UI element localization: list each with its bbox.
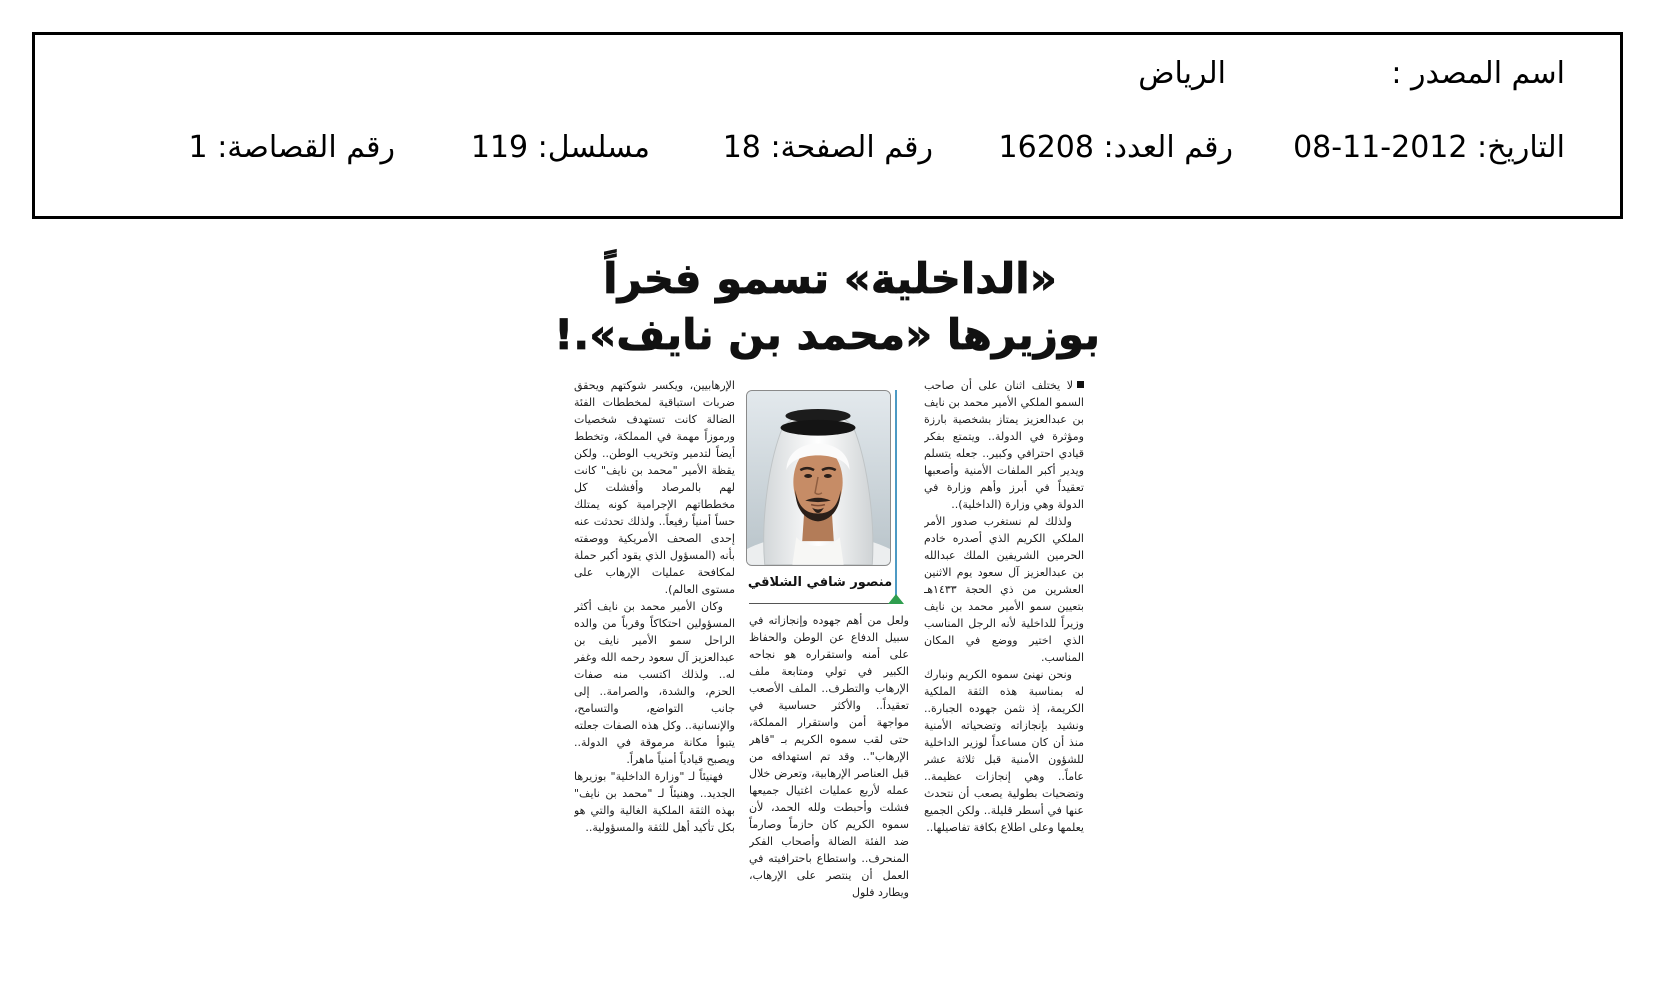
author-name: منصور شافي الشلاقي <box>747 575 893 590</box>
serial-value: 119 <box>470 130 529 165</box>
issue-value: 16208 <box>998 130 1094 165</box>
paragraph-text: لا يختلف اثنان على أن صاحب السمو الملكي الأمير محمد بن نايف بن عبدالعزيز يمتاز بشخصية بارزة ومؤثرة في الدولة.. ويتمتع بفكر قيادي احترافي وكبير.. جعله يتسلم ويدير أكبر الملفات الأمنية وأصعبها تعقيداً في أبرز وأهم وزارة في الدولة وهي وزارة (الداخلية).. <box>924 379 1084 511</box>
article-column-middle <box>749 612 909 977</box>
page-field <box>723 128 933 168</box>
serial-label: مسلسل: <box>537 130 650 165</box>
page-value: 18 <box>722 130 761 165</box>
square-bullet-icon <box>1077 381 1084 388</box>
triangle-marker-icon <box>888 594 904 604</box>
paragraph <box>924 377 1084 513</box>
date-field <box>1293 128 1565 168</box>
paragraph: الإرهابيين، ويكسر شوكتهم ويحقق ضربات استباقية لمخططات الفئة الضالة كانت تستهدف شخصيات ورموزاً مهمة في المملكة، وتخطط أيضاً لتدمير وتخريب الوطن.. ولكن يقظة الأمير "محمد بن نايف" كانت لهم بالمرصاد وأفشلت كل مخططاتهم الإجرامية كونه يمتلك حساً أمنياً رفيعاً.. ولذلك تحدثت عنه إحدى الصحف الأمريكية ووصفته بأنه (المسؤول الذي يقود أكبر حملة لمكافحة عمليات الإرهاب على مستوى العالم). <box>574 379 735 596</box>
paragraph: وكان الأمير محمد بن نايف أكثر المسؤولين احتكاكاً وقرباً من والده الراحل سمو الأمير نايف بن عبدالعزيز آل سعود رحمه الله وغفر له.. ولذلك اكتسب منه صفات الحزم، والشدة، والصرامة.. إلى جانب التواضع، والتسامح، والإنسانية.. وكل هذه الصفات جعلته يتبوأ مكانة مرموقة في الدولة.. ويصبح قيادياً أمنياً ماهراً. <box>574 600 735 766</box>
author-portrait-icon <box>747 391 890 565</box>
date-value: 2012-11-08 <box>1293 130 1468 165</box>
article-column-left <box>574 377 735 977</box>
serial-field <box>471 128 650 168</box>
headline-line-1: «الداخلية» تسمو فخراً <box>603 254 1057 303</box>
clip-label: رقم القصاصة: <box>217 130 395 165</box>
eye-left <box>824 474 832 478</box>
paragraph: ولعل من أهم جهوده وإنجازاته في سبيل الدفاع عن الوطن والحفاظ على أمنه واستقراره هو نجاحه الكبير في تولي ومتابعة ملف الإرهاب والتطرف.. الملف الأصعب تعقيداً.. والأكثر حساسية في مواجهة أمن واستقرار المملكة، حتى لقب سموه الكريم بـ "قاهر الإرهاب".. وقد تم استهدافه من قبل العناصر الإرهابية، وتعرض خلال عمله لأربع عمليات اغتيال جميعها فشلت وأحبطت ولله الحمد، لأن سموه الكريم كان حازماً وصارماً ضد الفئة الضالة وأصحاب الفكر المنحرف.. واستطاع باحترافيته في العمل أن ينتصر على الإرهاب، ويطارد فلول <box>749 614 909 899</box>
author-photo <box>746 390 891 566</box>
clip-field <box>189 128 395 168</box>
date-label: التاريخ: <box>1477 130 1565 165</box>
paragraph: فهنيئاً لـ "وزارة الداخلية" بوزيرها الجديد.. وهنيئاً لـ "محمد بن نايف" بهذه الثقة الملكية الغالية والتي هو بكل تأكيد أهل للثقة والمسؤولية.. <box>574 770 735 834</box>
headline-line-2: بوزيرها «محمد بن نايف».! <box>554 310 1100 359</box>
accent-vertical-line <box>895 390 897 596</box>
source-info-box <box>32 32 1623 219</box>
paragraph: ونحن نهنئ سموه الكريم ونبارك له بمناسبة هذه الثقة الملكية الكريمة، إذ نثمن جهوده الجبارة.. ونشيد بإنجازاته وتضحياته الأمنية منذ أن كان مساعداً لوزير الداخلية للشؤون الأمنية قبل ثلاثة عشر عاماً.. وهي إنجازات عظيمة.. وتضحيات بطولية يصعب أن نتحدث عنها في أسطر قليلة.. ولكن الجميع يعلمها وعلى اطلاع بكافة تفاصيلها.. <box>924 668 1084 834</box>
paragraph: ولذلك لم نستغرب صدور الأمر الملكي الكريم الذي أصدره خادم الحرمين الشريفين الملك عبدالله بن عبدالعزيز آل سعود يوم الاثنين العشرين من ذي الحجة ١٤٣٣هـ بتعيين سمو الأمير محمد بن نايف وزيراً للداخلية لأنه الرجل المناسب الذي اختير ووضع في المكان المناسب. <box>924 515 1084 664</box>
caption-divider <box>749 603 889 604</box>
issue-field <box>999 128 1233 168</box>
source-value: الرياض <box>1138 56 1226 91</box>
eye-right <box>804 474 812 478</box>
agal-band-lower <box>781 420 856 436</box>
clip-value: 1 <box>188 130 208 165</box>
source-label: اسم المصدر : <box>1391 56 1565 91</box>
issue-label: رقم العدد: <box>1103 130 1233 165</box>
article-column-right <box>924 377 1084 977</box>
page-label: رقم الصفحة: <box>770 130 933 165</box>
